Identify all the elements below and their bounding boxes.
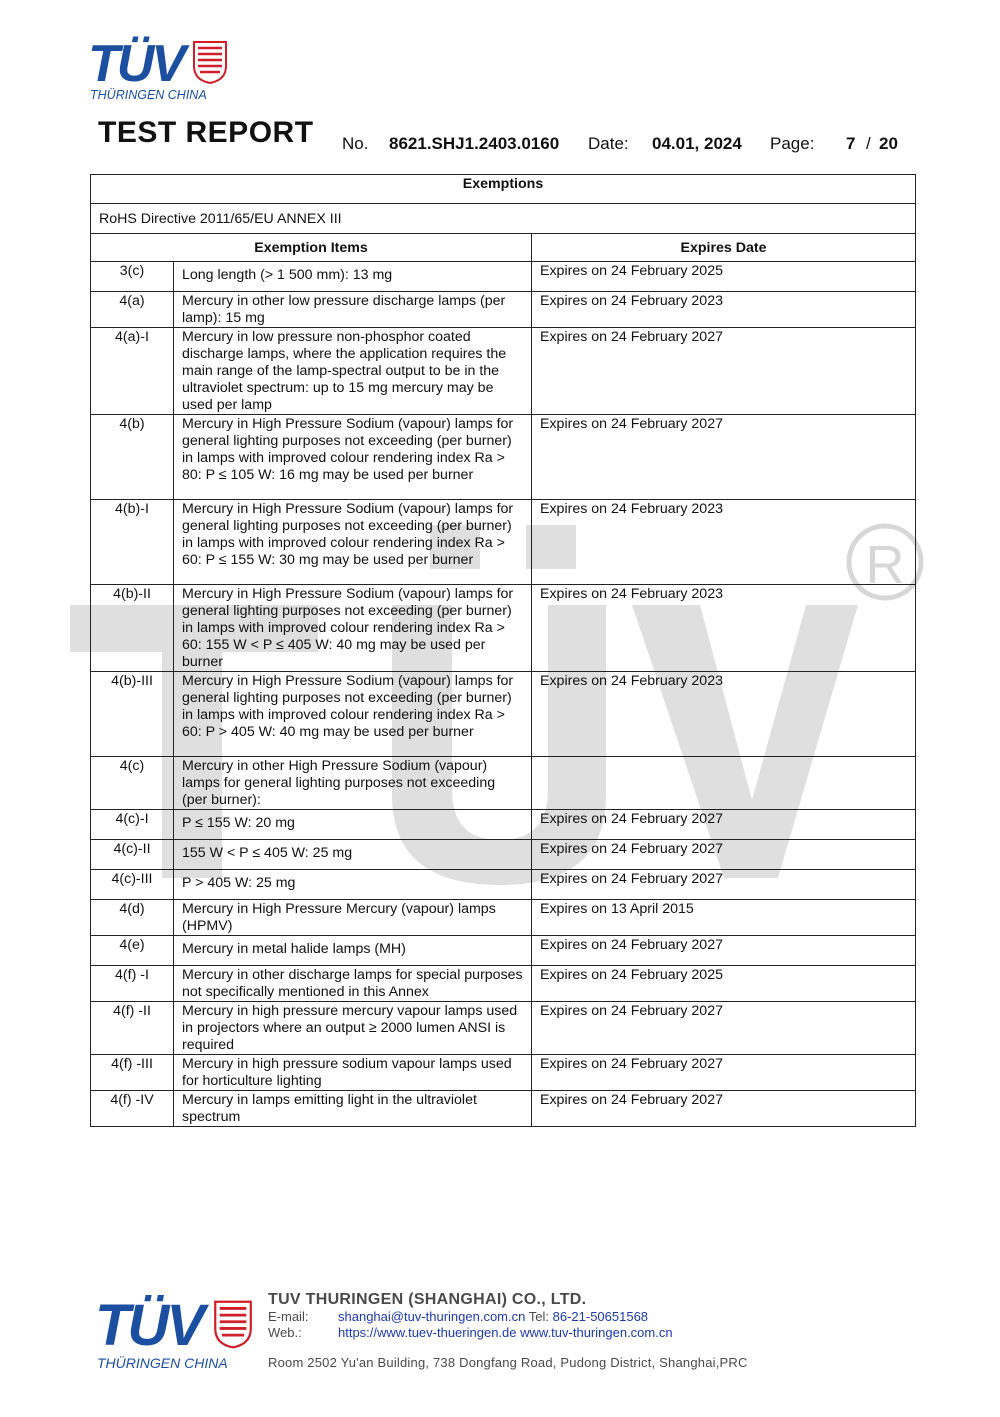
report-no-label: No. (342, 134, 369, 153)
exemption-code: 4(f) -II (91, 1002, 174, 1055)
exemption-description: Mercury in High Pressure Sodium (vapour) lamps for general lighting purposes not exceeding (per burner) in lamps with improved colour rendering index Ra > 60: P > 405 W: 40 mg may be used per burner (174, 672, 532, 757)
exemption-description: Mercury in other High Pressure Sodium (vapour) lamps for general lighting purposes not exceeding (per burner): (174, 757, 532, 810)
exemption-expiry: Expires on 24 February 2027 (532, 870, 916, 900)
web-row (268, 1325, 673, 1340)
page-separator: / (866, 134, 871, 153)
exemption-row (91, 810, 916, 840)
exemption-expiry: Expires on 24 February 2023 (532, 500, 916, 585)
table-title-row (91, 175, 916, 204)
tuv-logo-footer (95, 1293, 255, 1373)
exemption-row (91, 870, 916, 900)
exemption-description: Mercury in High Pressure Sodium (vapour) lamps for general lighting purposes not exceeding (per burner) in lamps with improved colour rendering index Ra > 60: P ≤ 155 W: 30 mg may be used per burner (174, 500, 532, 585)
logo-mark: TÜV (95, 1293, 202, 1358)
exemption-description: P > 405 W: 25 mg (174, 870, 532, 900)
exemption-description: Mercury in low pressure non-phosphor coated discharge lamps, where the application requires the main range of the lamp-spectral output to be in the ultraviolet spectrum: up to 15 mg mercury may be used per lamp (174, 328, 532, 415)
exemption-code: 4(c)-III (91, 870, 174, 900)
exemption-code: 4(c)-I (91, 810, 174, 840)
exemption-description: Mercury in high pressure sodium vapour lamps used for horticulture lighting (174, 1055, 532, 1091)
exemption-row (91, 840, 916, 870)
header-expires-date: Expires Date (532, 234, 916, 262)
exemption-expiry (532, 757, 916, 810)
exemption-row (91, 966, 916, 1002)
exemption-row (91, 1055, 916, 1091)
exemption-code: 4(f) -III (91, 1055, 174, 1091)
exemption-expiry: Expires on 24 February 2025 (532, 262, 916, 292)
exemption-code: 4(d) (91, 900, 174, 936)
exemption-row (91, 900, 916, 936)
exemption-row (91, 292, 916, 328)
exemption-code: 4(b) (91, 415, 174, 500)
exemption-code: 4(a) (91, 292, 174, 328)
exemption-code: 4(f) -IV (91, 1091, 174, 1127)
exemption-description: Mercury in High Pressure Mercury (vapour) lamps (HPMV) (174, 900, 532, 936)
exemption-description: Long length (> 1 500 mm): 13 mg (174, 262, 532, 292)
date-label: Date: (588, 134, 629, 153)
exemption-code: 4(e) (91, 936, 174, 966)
logo-subtitle: THÜRINGEN CHINA (97, 1355, 228, 1371)
exemption-description: Mercury in lamps emitting light in the ultraviolet spectrum (174, 1091, 532, 1127)
exemption-description: 155 W < P ≤ 405 W: 25 mg (174, 840, 532, 870)
exemption-row (91, 757, 916, 810)
exemption-row (91, 936, 916, 966)
exemption-expiry: Expires on 24 February 2027 (532, 1002, 916, 1055)
email-link[interactable]: shanghai@tuv-thuringen.com.cn (338, 1309, 526, 1324)
exemption-expiry: Expires on 24 February 2027 (532, 415, 916, 500)
table-title: Exemptions (91, 175, 916, 204)
address: Room 2502 Yu'an Building, 738 Dongfang Road, Pudong District, Shanghai,PRC (268, 1355, 748, 1370)
report-title: TEST REPORT (98, 116, 314, 149)
page-label: Page: (770, 134, 815, 153)
table-header-row (91, 234, 916, 262)
exemption-code: 4(f) -I (91, 966, 174, 1002)
report-no-value: 8621.SHJ1.2403.0160 (389, 134, 560, 153)
exemption-code: 4(b)-I (91, 500, 174, 585)
page-current: 7 (846, 134, 856, 153)
exemption-row (91, 1091, 916, 1127)
directive-text: RoHS Directive 2011/65/EU ANNEX III (91, 204, 916, 234)
header-exemption-items: Exemption Items (91, 234, 532, 262)
exemption-expiry: Expires on 24 February 2027 (532, 810, 916, 840)
exemption-description: P ≤ 155 W: 20 mg (174, 810, 532, 840)
exemption-code: 4(c)-II (91, 840, 174, 870)
exemption-description: Mercury in High Pressure Sodium (vapour) lamps for general lighting purposes not exceeding (per burner) in lamps with improved colour rendering index Ra > 80: P ≤ 105 W: 16 mg may be used per burner (174, 415, 532, 500)
logo-mark: TÜV (88, 35, 183, 93)
exemption-expiry: Expires on 24 February 2027 (532, 1055, 916, 1091)
web-label: Web.: (268, 1325, 302, 1340)
exemption-expiry: Expires on 24 February 2023 (532, 672, 916, 757)
tuv-logo-header (88, 35, 230, 104)
exemption-expiry: Expires on 24 February 2027 (532, 1091, 916, 1127)
directive-row (91, 204, 916, 234)
exemption-code: 4(b)-III (91, 672, 174, 757)
exemption-code: 4(a)-I (91, 328, 174, 415)
exemption-code: 4(c) (91, 757, 174, 810)
page-total: 20 (879, 134, 898, 153)
web-link-1[interactable]: https://www.tuev-thueringen.de (338, 1325, 517, 1340)
exemption-expiry: Expires on 24 February 2023 (532, 585, 916, 672)
email-label: E-mail: (268, 1309, 309, 1324)
lion-crest-icon (192, 40, 228, 84)
exemption-description: Mercury in other discharge lamps for special purposes not specifically mentioned in this Annex (174, 966, 532, 1002)
exemption-row (91, 500, 916, 585)
exemption-row (91, 585, 916, 672)
exemption-expiry: Expires on 24 February 2023 (532, 292, 916, 328)
exemption-expiry: Expires on 24 February 2027 (532, 840, 916, 870)
exemption-row (91, 328, 916, 415)
web-link-2[interactable]: www.tuv-thuringen.com.cn (520, 1325, 673, 1340)
exemption-description: Mercury in High Pressure Sodium (vapour) lamps for general lighting purposes not exceeding (per burner) in lamps with improved colour rendering index Ra > 60: 155 W < P ≤ 405 W: 40 mg may be used per burner (174, 585, 532, 672)
exemption-row (91, 262, 916, 292)
company-name: TUV THURINGEN (SHANGHAI) CO., LTD. (268, 1291, 587, 1308)
exemption-expiry: Expires on 24 February 2027 (532, 328, 916, 415)
exemption-row (91, 1002, 916, 1055)
lion-crest-icon (213, 1299, 253, 1349)
exemption-code: 4(b)-II (91, 585, 174, 672)
exemption-row (91, 672, 916, 757)
exemptions-table (90, 174, 916, 1127)
logo-subtitle: THÜRINGEN CHINA (90, 88, 207, 102)
exemption-expiry: Expires on 13 April 2015 (532, 900, 916, 936)
tel-value: 86-21-50651568 (552, 1309, 649, 1324)
exemption-code: 3(c) (91, 262, 174, 292)
exemption-description: Mercury in high pressure mercury vapour lamps used in projectors where an output ≥ 2000 lumen ANSI is required (174, 1002, 532, 1055)
date-value: 04.01, 2024 (652, 134, 742, 153)
email-row (268, 1309, 648, 1324)
tel-label: Tel: (528, 1309, 549, 1324)
registered-mark: R (865, 535, 905, 595)
exemption-expiry: Expires on 24 February 2027 (532, 936, 916, 966)
exemption-row (91, 415, 916, 500)
exemption-description: Mercury in metal halide lamps (MH) (174, 936, 532, 966)
exemption-expiry: Expires on 24 February 2025 (532, 966, 916, 1002)
exemption-description: Mercury in other low pressure discharge lamps (per lamp): 15 mg (174, 292, 532, 328)
